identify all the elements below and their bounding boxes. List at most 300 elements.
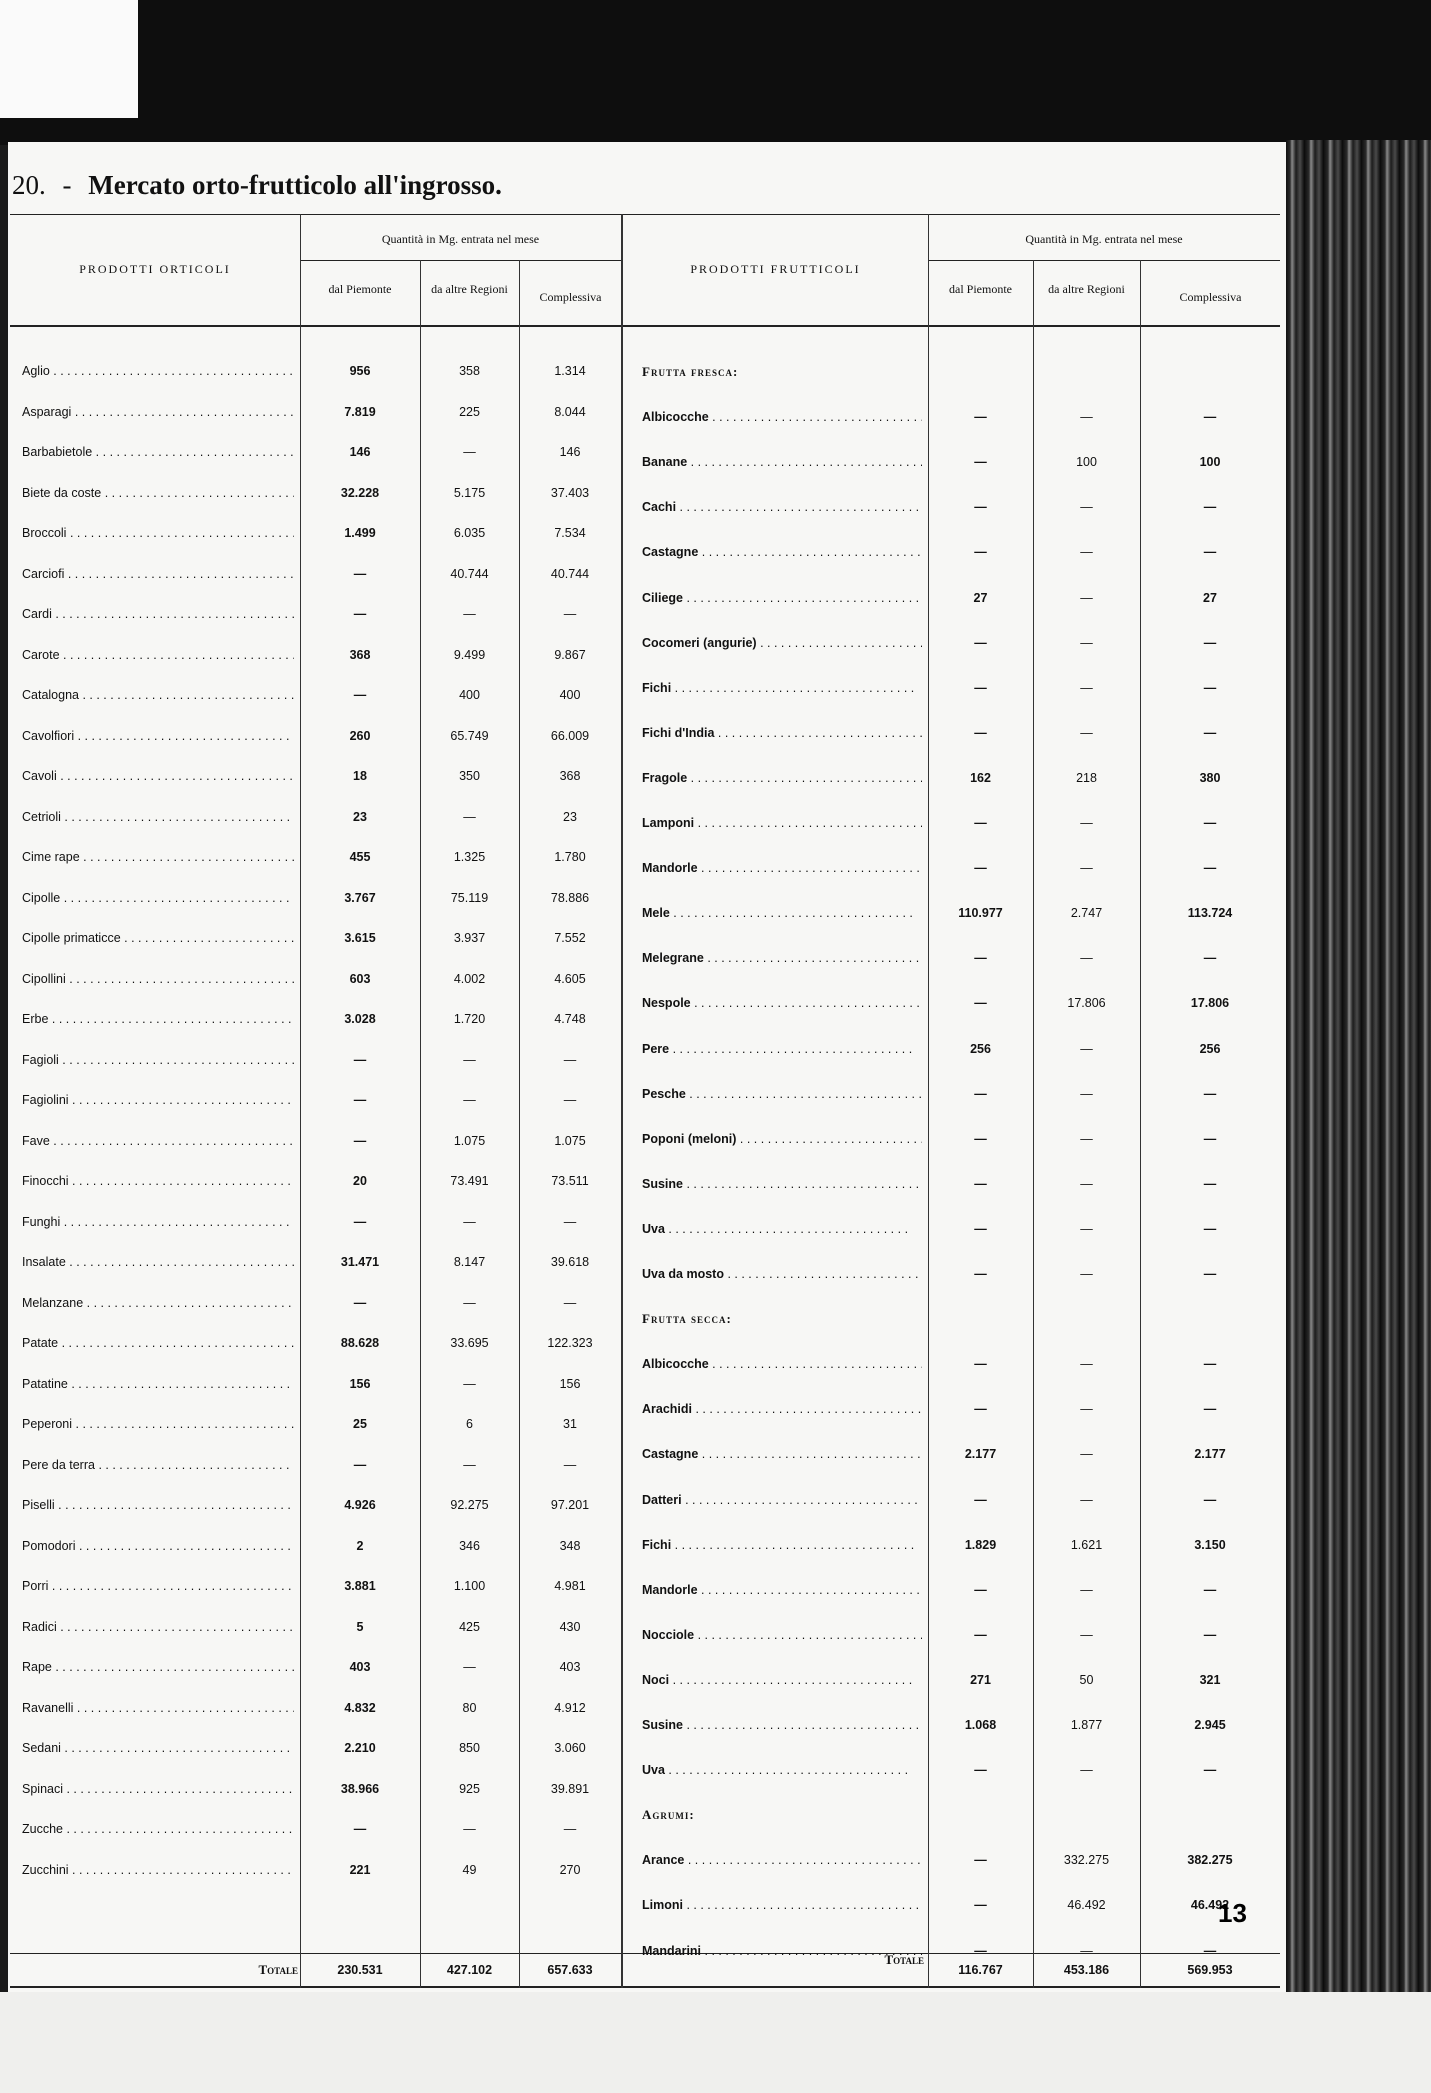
table-row: [0, 858, 1286, 878]
table-row: [0, 678, 1286, 698]
table-row: [0, 1895, 1286, 1915]
value-piemonte: —: [974, 861, 987, 875]
table-row: [0, 564, 1286, 584]
value-piemonte: —: [974, 1898, 987, 1912]
product-name: Cavolfiori . . .: [22, 726, 294, 746]
value-tot: 9.867: [554, 648, 586, 662]
value-piemonte: 603: [349, 972, 371, 986]
product-name: Patate . . .: [22, 1333, 294, 1353]
value-tot: 270: [559, 1863, 581, 1877]
value-tot: 7.552: [554, 931, 586, 945]
right-qty-header: Quantità in Mg. entrata nel mese: [1025, 232, 1183, 246]
product-name: Catalogna . . .: [22, 685, 294, 705]
right-total-row: [0, 1950, 1286, 1977]
value-altre: —: [1080, 951, 1093, 965]
product-name: Insalate . . .: [22, 1252, 294, 1272]
value-piemonte: 260: [349, 729, 371, 743]
right-col-header-piemonte: dal Piemonte: [949, 282, 1012, 296]
product-name: Albicocche . . .: [642, 1354, 922, 1374]
value-piemonte: —: [353, 1822, 367, 1836]
value-tot: —: [563, 607, 577, 621]
value-altre: —: [1080, 1132, 1093, 1146]
value-piemonte: —: [974, 1132, 987, 1146]
value-tot: 4.605: [554, 972, 586, 986]
table-row: [0, 948, 1286, 968]
page-number: 13: [1218, 1898, 1247, 1928]
value-tot: 40.744: [550, 567, 590, 581]
product-name: Pere . . .: [642, 1039, 922, 1059]
product-name: Broccoli . . .: [22, 523, 294, 543]
value-altre: —: [1080, 861, 1093, 875]
value-piemonte: —: [974, 636, 987, 650]
left-total-label: Totale: [258, 1962, 298, 1977]
product-name: Carote . . .: [22, 645, 294, 665]
value-altre: 925: [459, 1782, 480, 1796]
table-row: [0, 1580, 1286, 1600]
left-qty-subrule: [300, 260, 621, 261]
table-row: [0, 813, 1286, 833]
value-altre: —: [463, 1215, 476, 1229]
value-tot: —: [563, 1458, 577, 1472]
value-altre: —: [1080, 410, 1093, 424]
value-tot: 39.891: [550, 1782, 590, 1796]
value-altre: 400: [459, 688, 480, 702]
value-piemonte: 3.881: [344, 1579, 376, 1593]
table-row: [0, 1490, 1286, 1510]
value-altre: 4.002: [453, 972, 486, 986]
value-tot: 382.275: [1187, 1853, 1233, 1867]
value-piemonte: 38.966: [340, 1782, 380, 1796]
value-tot: 97.201: [550, 1498, 590, 1512]
value-piemonte: —: [353, 688, 367, 702]
value-tot: —: [1203, 1357, 1217, 1371]
table-row: [0, 993, 1286, 1013]
value-tot: —: [1203, 1944, 1217, 1958]
value-piemonte: —: [353, 1458, 367, 1472]
value-tot: 66.009: [550, 729, 590, 743]
scan-dark-border-top: [0, 0, 1431, 145]
product-name: Sedani . . .: [22, 1738, 294, 1758]
product-name: Radici . . .: [22, 1617, 294, 1637]
product-name: Datteri . . .: [642, 1490, 922, 1510]
value-piemonte: —: [353, 1093, 367, 1107]
value-altre: —: [463, 810, 476, 824]
value-piemonte: 146: [349, 445, 371, 459]
product-name: Melegrane . . .: [642, 948, 922, 968]
value-piemonte: —: [974, 1628, 987, 1642]
value-tot: 146: [559, 445, 581, 459]
value-tot: 113.724: [1187, 906, 1233, 920]
value-altre: —: [1080, 636, 1093, 650]
product-name: Albicocche . . .: [642, 407, 922, 427]
product-name: Cipollini . . .: [22, 969, 294, 989]
right-qty-subrule: [928, 260, 1280, 261]
product-name: Fave . . .: [22, 1131, 294, 1151]
value-altre: 100: [1076, 455, 1097, 469]
value-piemonte: —: [974, 1944, 987, 1958]
value-piemonte: 2.177: [964, 1447, 997, 1461]
value-altre: 75.119: [450, 891, 489, 905]
value-altre: —: [463, 607, 476, 621]
product-name: Cetrioli . . .: [22, 807, 294, 827]
value-piemonte: —: [353, 607, 367, 621]
value-piemonte: —: [974, 410, 987, 424]
value-tot: 8.044: [554, 405, 586, 419]
value-altre: —: [463, 445, 476, 459]
value-altre: 346: [459, 1539, 480, 1553]
value-altre: —: [1080, 1357, 1093, 1371]
table-bottom-rule: [10, 1986, 1280, 1988]
section-label: Agrumi:: [642, 1807, 695, 1822]
value-tot: 46.492: [1190, 1898, 1230, 1912]
table-row: [0, 1535, 1286, 1555]
product-name: Mandorle . . .: [642, 1580, 922, 1600]
product-name: Fragole . . .: [642, 768, 922, 788]
value-tot: 7.534: [554, 526, 586, 540]
value-altre: —: [463, 1296, 476, 1310]
value-altre: 332.275: [1063, 1853, 1110, 1867]
product-name: Asparagi . . .: [22, 402, 294, 422]
value-tot: 1.780: [554, 850, 586, 864]
table-number: 20.: [12, 170, 46, 200]
value-tot: 2.945: [1194, 1718, 1226, 1732]
value-tot: 100: [1199, 455, 1221, 469]
table-row: [0, 969, 1286, 989]
value-altre: 17.806: [1067, 996, 1106, 1010]
product-name: Pesche . . .: [642, 1084, 922, 1104]
product-name: Funghi . . .: [22, 1212, 294, 1232]
table-row: [0, 1715, 1286, 1735]
left-total-altre: 427.102: [446, 1963, 493, 1977]
value-altre: 225: [459, 405, 480, 419]
value-tot: 27: [1203, 591, 1217, 605]
value-tot: —: [563, 1296, 577, 1310]
scan-bottom-margin: [0, 1992, 1431, 2093]
value-piemonte: 956: [349, 364, 371, 378]
table-row: [0, 1354, 1286, 1374]
value-tot: 2.177: [1194, 1447, 1226, 1461]
value-piemonte: —: [974, 1583, 987, 1597]
value-piemonte: —: [353, 567, 367, 581]
value-altre: —: [1080, 1763, 1093, 1777]
value-altre: 65.749: [450, 729, 489, 743]
value-piemonte: 25: [353, 1417, 367, 1431]
value-altre: —: [463, 1377, 476, 1391]
table-row: [0, 1084, 1286, 1104]
table-row: [0, 1333, 1286, 1353]
value-altre: —: [1080, 1402, 1093, 1416]
value-altre: 1.877: [1070, 1718, 1103, 1732]
value-tot: 122.323: [547, 1336, 593, 1350]
value-altre: 425: [459, 1620, 480, 1634]
table-row: [0, 588, 1286, 608]
table-row: [0, 1129, 1286, 1149]
value-altre: 358: [459, 364, 480, 378]
table-row: [0, 633, 1286, 653]
left-qty-header: Quantità in Mg. entrata nel mese: [381, 232, 540, 246]
value-altre: —: [463, 1660, 476, 1674]
value-tot: —: [1203, 681, 1217, 695]
table-row: [0, 523, 1286, 543]
product-name: Cipolle primaticce . . .: [22, 928, 294, 948]
value-altre: 1.075: [453, 1134, 486, 1148]
value-piemonte: —: [974, 1267, 987, 1281]
value-tot: 380: [1199, 771, 1221, 785]
value-tot: —: [1203, 1763, 1217, 1777]
value-tot: —: [563, 1215, 577, 1229]
value-piemonte: —: [974, 726, 987, 740]
value-altre: —: [1080, 681, 1093, 695]
table-row: [0, 1374, 1286, 1394]
table-row: [0, 723, 1286, 743]
product-name: Ravanelli . . .: [22, 1698, 294, 1718]
table-row: [0, 1219, 1286, 1239]
value-tot: 256: [1199, 1042, 1221, 1056]
product-name: Susine . . .: [642, 1174, 922, 1194]
value-altre: —: [1080, 1222, 1093, 1236]
right-total-piemonte: 116.767: [958, 1963, 1003, 1977]
product-name: Finocchi . . .: [22, 1171, 294, 1191]
product-name: Cardi . . .: [22, 604, 294, 624]
section-heading: [0, 362, 1286, 382]
product-name: Castagne . . .: [642, 542, 922, 562]
value-tot: 348: [559, 1539, 581, 1553]
value-piemonte: —: [974, 1177, 987, 1191]
value-altre: —: [1080, 1583, 1093, 1597]
product-name: Fagiolini . . .: [22, 1090, 294, 1110]
value-piemonte: —: [974, 455, 987, 469]
value-piemonte: —: [974, 681, 987, 695]
value-piemonte: 32.228: [340, 486, 380, 500]
left-col-header-tot: Complessiva: [539, 290, 602, 304]
product-name: Melanzane . . .: [22, 1293, 294, 1313]
value-piemonte: —: [353, 1215, 367, 1229]
value-piemonte: 4.926: [344, 1498, 376, 1512]
value-tot: 78.886: [550, 891, 590, 905]
value-tot: —: [1203, 861, 1217, 875]
value-altre: 850: [459, 1741, 480, 1755]
value-altre: —: [1080, 816, 1093, 830]
scan-book-edge: [1285, 140, 1431, 2093]
value-tot: —: [1203, 1267, 1217, 1281]
section-heading: [0, 1309, 1286, 1329]
product-name: Nocciole . . .: [642, 1625, 922, 1645]
value-piemonte: —: [353, 1134, 367, 1148]
product-name: Fichi . . .: [642, 1535, 922, 1555]
value-altre: —: [1080, 1267, 1093, 1281]
value-piemonte: 368: [349, 648, 371, 662]
product-name: Cipolle . . .: [22, 888, 294, 908]
product-name: Erbe . . .: [22, 1009, 294, 1029]
value-piemonte: 18: [353, 769, 367, 783]
value-tot: 1.075: [554, 1134, 586, 1148]
value-piemonte: 455: [349, 850, 371, 864]
value-tot: 3.060: [554, 1741, 586, 1755]
product-name: Pomodori . . .: [22, 1536, 294, 1556]
product-name: Lamponi . . .: [642, 813, 922, 833]
value-tot: 400: [559, 688, 581, 702]
value-tot: —: [1203, 410, 1217, 424]
right-product-header: PRODOTTI FRUTTICOLI: [690, 262, 861, 276]
value-tot: 4.748: [554, 1012, 586, 1026]
value-tot: —: [1203, 816, 1217, 830]
value-piemonte: —: [974, 996, 987, 1010]
table-row: [0, 768, 1286, 788]
product-name: Susine . . .: [642, 1715, 922, 1735]
product-name: Spinaci . . .: [22, 1779, 294, 1799]
product-name: Cachi . . .: [642, 497, 922, 517]
product-name: Rape . . .: [22, 1657, 294, 1677]
product-name: Mandarini . . .: [642, 1941, 922, 1961]
product-name: Nespole . . .: [642, 993, 922, 1013]
product-name: Patatine . . .: [22, 1374, 294, 1394]
value-piemonte: —: [353, 1296, 367, 1310]
section-label: Frutta fresca:: [642, 364, 739, 379]
table-row: [0, 1444, 1286, 1464]
value-altre: —: [1080, 1628, 1093, 1642]
value-altre: —: [1080, 1944, 1093, 1958]
value-altre: —: [1080, 591, 1093, 605]
value-tot: —: [563, 1053, 577, 1067]
product-name: Cocomeri (angurie) . . .: [642, 633, 922, 653]
value-tot: —: [1203, 1402, 1217, 1416]
value-altre: 9.499: [453, 648, 486, 662]
product-name: Castagne . . .: [642, 1444, 922, 1464]
value-tot: —: [1203, 951, 1217, 965]
value-tot: 368: [559, 769, 581, 783]
product-name: Pere da terra . . .: [22, 1455, 294, 1475]
value-piemonte: 256: [970, 1042, 991, 1056]
product-name: Uva . . .: [642, 1760, 922, 1780]
value-altre: —: [1080, 1042, 1093, 1056]
value-tot: 39.618: [550, 1255, 590, 1269]
value-piemonte: 1.068: [964, 1718, 997, 1732]
value-altre: —: [1080, 726, 1093, 740]
value-tot: —: [1203, 1087, 1217, 1101]
value-altre: —: [463, 1093, 476, 1107]
value-piemonte: 20: [353, 1174, 367, 1188]
value-altre: 1.720: [453, 1012, 486, 1026]
value-tot: 31: [563, 1417, 577, 1431]
value-tot: 321: [1199, 1673, 1221, 1687]
header-bottom-rule: [10, 325, 1280, 327]
value-altre: —: [1080, 1177, 1093, 1191]
value-piemonte: —: [974, 1493, 987, 1507]
value-altre: 1.325: [453, 850, 486, 864]
section-heading: [0, 1805, 1286, 1825]
value-tot: 3.150: [1194, 1538, 1226, 1552]
product-name: Uva da mosto . . .: [642, 1264, 922, 1284]
right-total-tot: 569.953: [1187, 1963, 1233, 1977]
value-piemonte: —: [974, 1853, 987, 1867]
value-piemonte: —: [974, 1087, 987, 1101]
product-name: Porri . . .: [22, 1576, 294, 1596]
value-tot: —: [1203, 500, 1217, 514]
product-name: Fichi d'India . . .: [642, 723, 922, 743]
left-total-tot: 657.633: [547, 1963, 593, 1977]
value-altre: 40.744: [450, 567, 489, 581]
value-altre: 5.175: [453, 486, 486, 500]
table-row: [0, 407, 1286, 427]
value-tot: —: [1203, 1132, 1217, 1146]
value-altre: 350: [459, 769, 480, 783]
value-piemonte: 156: [349, 1377, 371, 1391]
table-row: [0, 903, 1286, 923]
table-row: [0, 1039, 1286, 1059]
table-row: [0, 1738, 1286, 1758]
value-tot: —: [563, 1093, 577, 1107]
left-total-piemonte: 230.531: [337, 1963, 383, 1977]
value-piemonte: 1.829: [964, 1538, 997, 1552]
value-altre: 8.147: [453, 1255, 486, 1269]
value-tot: 403: [559, 1660, 581, 1674]
table-row: [0, 1670, 1286, 1690]
table-row: [0, 1264, 1286, 1284]
value-piemonte: —: [974, 1222, 987, 1236]
value-tot: 156: [559, 1377, 581, 1391]
value-piemonte: 4.832: [344, 1701, 376, 1715]
product-name: Limoni . . .: [642, 1895, 922, 1915]
product-name: Poponi (meloni) . . .: [642, 1129, 922, 1149]
header-top-rule: [10, 214, 1280, 215]
product-name: Cime rape . . .: [22, 847, 294, 867]
value-tot: 4.912: [554, 1701, 586, 1715]
table-row: [0, 452, 1286, 472]
page-title: [12, 170, 502, 201]
value-piemonte: 162: [970, 771, 991, 785]
value-altre: 2.747: [1070, 906, 1103, 920]
value-piemonte: 88.628: [340, 1336, 380, 1350]
value-tot: —: [1203, 1493, 1217, 1507]
value-piemonte: 23: [353, 810, 367, 824]
right-total-altre: 453.186: [1063, 1963, 1110, 1977]
table-row: [0, 1625, 1286, 1645]
value-piemonte: 221: [349, 1863, 371, 1877]
title-text: Mercato orto-frutticolo all'ingrosso.: [88, 170, 502, 200]
section-label: Frutta secca:: [642, 1311, 732, 1326]
product-name: Zucche . . .: [22, 1819, 294, 1839]
value-altre: 3.937: [453, 931, 486, 945]
product-name: Ciliege . . .: [642, 588, 922, 608]
value-tot: 4.981: [554, 1579, 586, 1593]
value-altre: —: [1080, 1447, 1093, 1461]
value-tot: —: [563, 1822, 577, 1836]
value-tot: 37.403: [550, 486, 590, 500]
value-altre: 1.621: [1070, 1538, 1103, 1552]
value-piemonte: 2.210: [344, 1741, 376, 1755]
value-altre: 73.491: [450, 1174, 489, 1188]
value-tot: —: [1203, 1177, 1217, 1191]
product-name: Cavoli . . .: [22, 766, 294, 786]
product-name: Carciofi . . .: [22, 564, 294, 584]
value-tot: —: [1203, 726, 1217, 740]
right-col-header-altre: da altre Regioni: [1048, 282, 1125, 296]
value-piemonte: —: [974, 500, 987, 514]
product-name: Mele . . .: [642, 903, 922, 923]
value-altre: 92.275: [450, 1498, 489, 1512]
title-separator: -: [62, 170, 72, 200]
value-altre: —: [463, 1458, 476, 1472]
value-altre: 1.100: [453, 1579, 486, 1593]
value-piemonte: —: [974, 816, 987, 830]
value-piemonte: 3.028: [344, 1012, 376, 1026]
value-piemonte: 3.615: [344, 931, 376, 945]
value-piemonte: 5: [356, 1620, 364, 1634]
value-piemonte: 403: [349, 1660, 371, 1674]
product-name: Noci . . .: [642, 1670, 922, 1690]
table-row: [0, 542, 1286, 562]
table-row: [0, 1779, 1286, 1799]
